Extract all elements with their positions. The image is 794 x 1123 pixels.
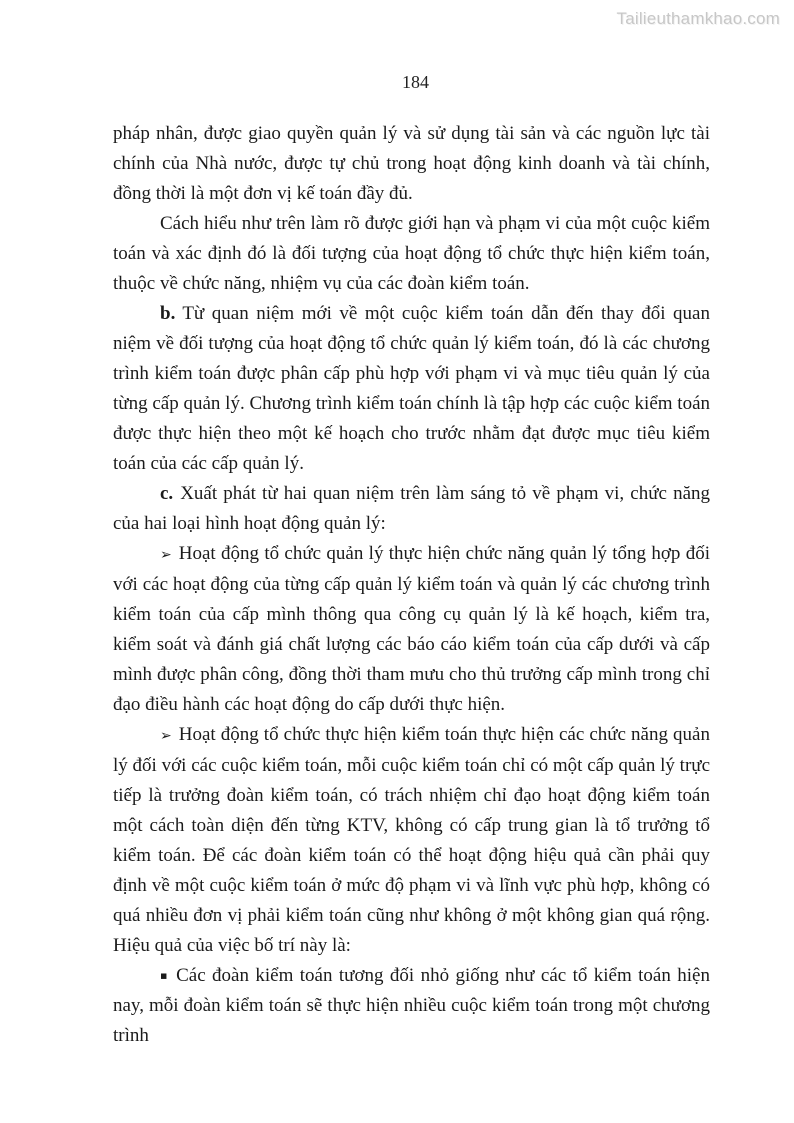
paragraph-lead: c. [160, 483, 174, 504]
watermark: Tailieuthamkhao.com [616, 9, 780, 28]
paragraph [113, 209, 710, 299]
paragraph [113, 961, 710, 1051]
document-body [113, 119, 710, 1051]
square-bullet-icon: ▪ [160, 969, 170, 982]
paragraph-lead: b. [160, 303, 176, 324]
arrowhead-bullet-icon: ➢ [160, 728, 172, 744]
paragraph-text: Từ quan niệm mới về một cuộc kiểm toán dẫn đến thay đổi quan niệm về đối tượng của hoạt động tổ chức quản lý kiểm toán, đó là các chương trình kiểm toán được phân cấp phù hợp với phạm vi và mục tiêu quản lý của từng cấp quản lý. Chương trình kiểm toán chính là tập hợp các cuộc kiểm toán được thực hiện theo một kế hoạch cho trước nhằm đạt được mục tiêu kiểm toán của các cấp quản lý. [113, 303, 710, 474]
paragraph [113, 479, 710, 539]
paragraph [113, 720, 710, 961]
paragraph-text: Hoạt động tổ chức quản lý thực hiện chức năng quản lý tổng hợp đối với các hoạt động của từng cấp quản lý kiểm toán và quản lý các chương trình kiểm toán của cấp mình thông qua công cụ quản lý là kế hoạch, kiểm tra, kiểm soát và đánh giá chất lượng các báo cáo kiểm toán của cấp dưới và cấp mình được phân công, đồng thời tham mưu cho thủ trưởng cấp mình trong chỉ đạo điều hành các hoạt động do cấp dưới thực hiện. [113, 543, 710, 715]
paragraph [113, 119, 710, 209]
paragraph [113, 539, 710, 720]
page-number: 184 [402, 72, 429, 92]
paragraph [113, 299, 710, 479]
paragraph-text: Cách hiểu như trên làm rõ được giới hạn và phạm vi của một cuộc kiểm toán và xác định đó là đối tượng của hoạt động tổ chức thực hiện kiểm toán, thuộc về chức năng, nhiệm vụ của các đoàn kiểm toán. [113, 213, 710, 294]
paragraph-text: pháp nhân, được giao quyền quản lý và sử dụng tài sản và các nguồn lực tài chính của Nhà nước, được tự chủ trong hoạt động kinh doanh và tài chính, đồng thời là một đơn vị kế toán đầy đủ. [113, 123, 710, 204]
paragraph-text: Hoạt động tổ chức thực hiện kiểm toán thực hiện các chức năng quản lý đối với các cuộc kiểm toán, mỗi cuộc kiểm toán chỉ có một cấp quản lý trực tiếp là trưởng đoàn kiểm toán, có trách nhiệm chỉ đạo hoạt động kiểm toán một cách toàn diện đến từng KTV, không có cấp trung gian là tổ trưởng tổ kiểm toán. Để các đoàn kiểm toán có thể hoạt động hiệu quả cần phải quy định về một cuộc kiểm toán ở mức độ phạm vi và lĩnh vực phù hợp, không có quá nhiều đơn vị phải kiểm toán cũng như không ở một không gian quá rộng. Hiệu quả của việc bố trí này là: [113, 724, 710, 956]
arrowhead-bullet-icon: ➢ [160, 547, 172, 563]
paragraph-text: Các đoàn kiểm toán tương đối nhỏ giống như các tổ kiểm toán hiện nay, mỗi đoàn kiểm toán sẽ thực hiện nhiều cuộc kiểm toán trong một chương trình [113, 965, 710, 1046]
paragraph-text: Xuất phát từ hai quan niệm trên làm sáng tỏ về phạm vi, chức năng của hai loại hình hoạt động quản lý: [113, 483, 710, 534]
